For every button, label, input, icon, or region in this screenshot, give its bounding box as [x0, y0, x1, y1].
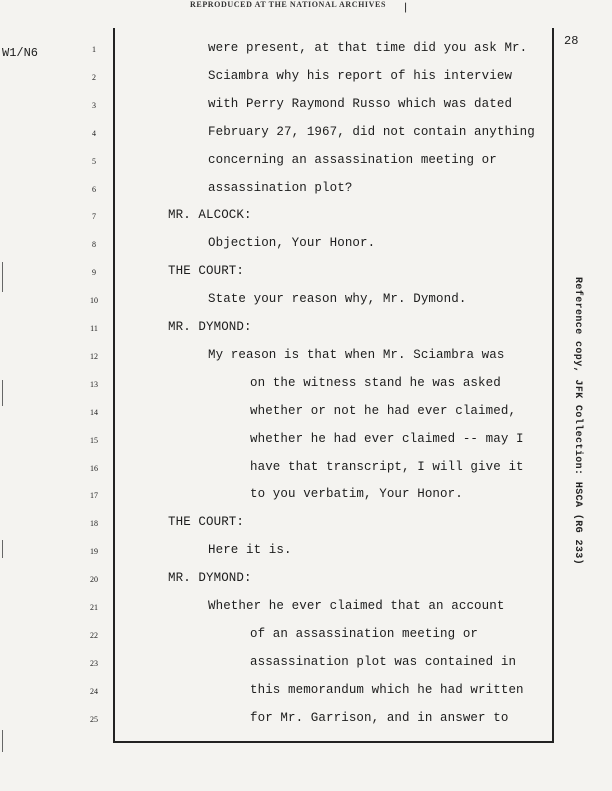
transcript-line: MR. DYMOND: — [168, 320, 252, 334]
line-number: 13 — [90, 379, 98, 389]
transcript-line: Sciambra why his report of his interview — [208, 68, 513, 83]
line-number: 24 — [90, 686, 98, 696]
transcript-line: Objection, Your Honor. — [208, 236, 376, 251]
frame-bottom-border — [113, 741, 554, 743]
line-number: 2 — [92, 72, 96, 82]
edge-mark — [2, 380, 3, 406]
transcript-line: MR. ALCOCK: — [168, 208, 252, 223]
line-number: 15 — [90, 435, 98, 445]
line-number: 11 — [90, 324, 98, 333]
frame-right-border — [552, 28, 554, 742]
transcript-line: this memorandum which he had written — [250, 682, 524, 697]
transcript-line: with Perry Raymond Russo which was dated — [208, 96, 513, 111]
page-number: 28 — [564, 34, 579, 48]
transcript-line: for Mr. Garrison, and in answer to — [250, 710, 509, 725]
transcript-line: Whether he ever claimed that an account — [208, 599, 505, 613]
transcript-line: State your reason why, Mr. Dymond. — [208, 292, 467, 307]
transcript-line: assassination plot? — [208, 180, 353, 195]
transcript-line: MR. DYMOND: — [168, 571, 252, 586]
line-number: 22 — [90, 630, 98, 640]
transcript-line: assassination plot was contained in — [250, 654, 517, 669]
transcript-line: whether or not he had ever claimed, — [250, 403, 517, 418]
transcript-line: to you verbatim, Your Honor. — [250, 487, 463, 502]
transcript-line: February 27, 1967, did not contain anything — [208, 124, 535, 139]
line-number: 14 — [90, 407, 98, 417]
transcript-line: Here it is. — [208, 543, 292, 558]
reference-copy-stamp: Reference copy, JFK Collection: HSCA (RG 233) — [572, 277, 583, 566]
transcript-line: were present, at that time did you ask Mr. — [208, 41, 528, 55]
line-number: 12 — [90, 351, 98, 361]
line-number: 5 — [92, 156, 96, 166]
file-code: W1/N6 — [2, 46, 39, 60]
transcript-line: THE COURT: — [168, 515, 245, 530]
line-number: 6 — [92, 184, 96, 194]
line-number: 18 — [90, 519, 98, 529]
line-number: 7 — [92, 212, 96, 222]
transcript-line: concerning an assassination meeting or — [208, 152, 497, 167]
line-number: 23 — [90, 658, 98, 668]
line-number: 8 — [92, 240, 96, 250]
line-number: 4 — [92, 128, 96, 138]
line-number: 16 — [90, 463, 98, 473]
transcript-line: on the witness stand he was asked — [250, 375, 501, 390]
line-number: 3 — [92, 100, 96, 110]
transcript-line: My reason is that when Mr. Sciambra was — [208, 347, 505, 362]
transcript-line: THE COURT: — [168, 264, 245, 279]
line-number: 17 — [90, 491, 98, 501]
line-number: 9 — [92, 268, 96, 278]
line-number: 10 — [90, 296, 98, 306]
transcript-line: of an assassination meeting or — [250, 626, 479, 641]
transcript-line: have that transcript, I will give it — [250, 459, 524, 474]
line-number: 19 — [90, 547, 98, 557]
line-number: 1 — [92, 45, 96, 54]
frame-left-border — [113, 28, 115, 742]
line-number: 25 — [90, 714, 98, 724]
edge-mark — [2, 262, 3, 292]
archive-mark-icon: ❘ — [402, 1, 410, 15]
archive-stamp: REPRODUCED AT THE NATIONAL ARCHIVES — [190, 0, 386, 9]
line-number: 20 — [90, 575, 98, 585]
edge-mark — [2, 540, 3, 558]
line-number: 21 — [90, 603, 98, 612]
transcript-line: whether he had ever claimed -- may I — [250, 431, 524, 446]
edge-mark — [2, 730, 3, 752]
